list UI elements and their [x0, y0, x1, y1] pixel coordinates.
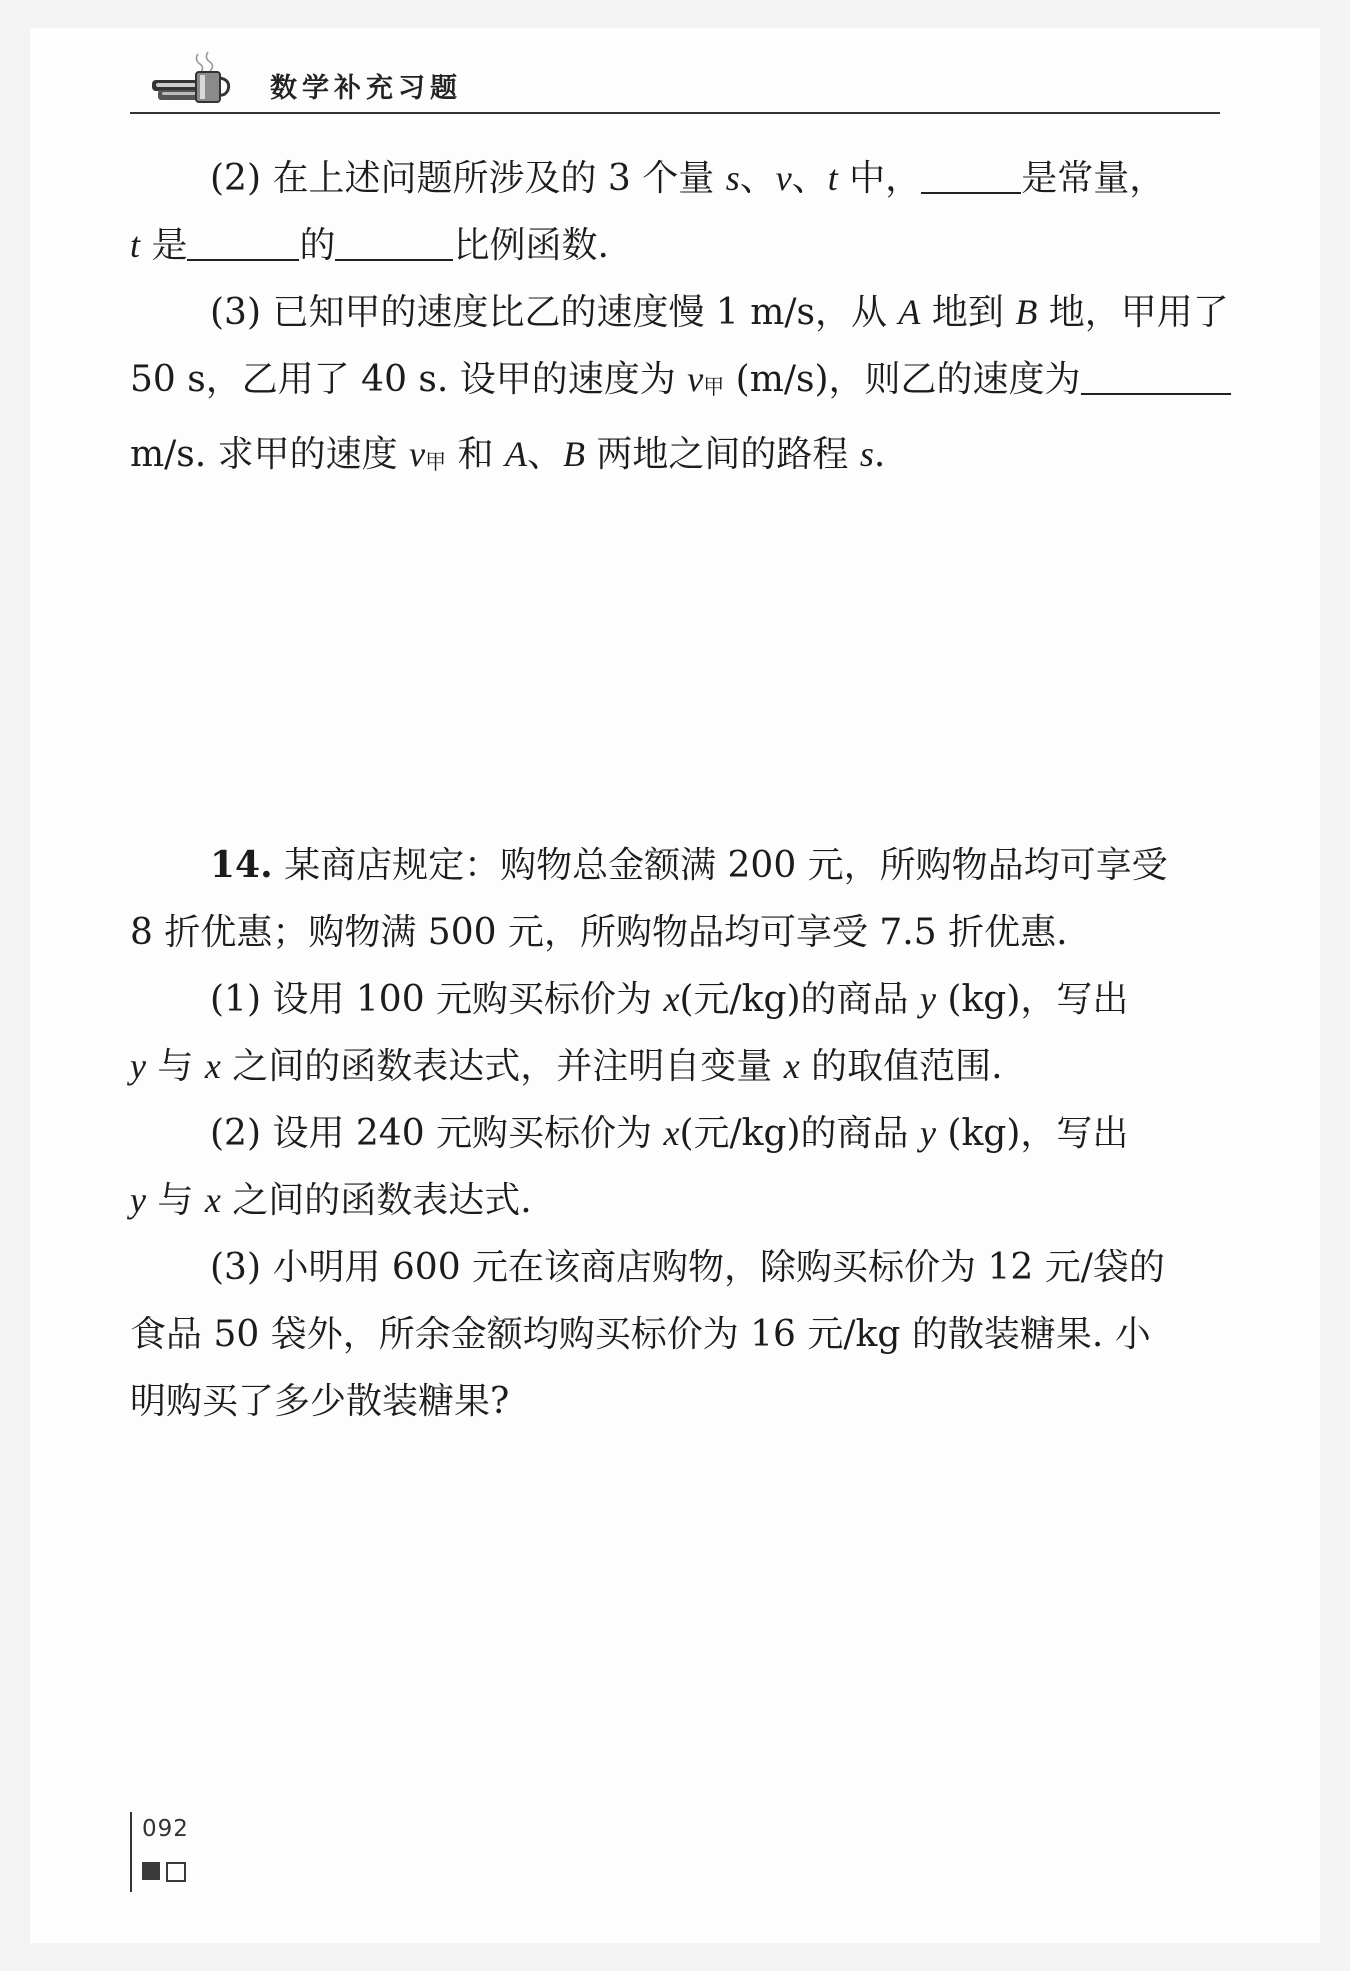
book-title: 数学补充习题: [270, 73, 462, 104]
q13-part3-line3: m/s. 求甲的速度 v甲 和 A、B 两地之间的路程 s.: [130, 434, 886, 475]
q14-part2-line2: y 与 x 之间的函数表达式.: [130, 1180, 532, 1221]
q14-part3-line3: 明购买了多少散装糖果?: [130, 1381, 510, 1422]
q14-stem-line2: 8 折优惠；购物满 500 元，所购物品均可享受 7.5 折优惠.: [130, 912, 1068, 953]
question-13-continued: [130, 145, 1229, 496]
q13-part3-line1: (3) 已知甲的速度比乙的速度慢 1 m/s，从 A 地到 B 地，甲用了: [210, 292, 1229, 333]
question-number: 14.: [210, 844, 273, 886]
answer-blank-speed[interactable]: [1081, 361, 1231, 395]
page-footer: [130, 1812, 250, 1892]
question-14: [130, 832, 1220, 1435]
var-s: s: [725, 158, 740, 198]
var-t: t: [827, 158, 838, 198]
var-v: v: [775, 158, 792, 198]
answer-blank-variable[interactable]: [187, 227, 299, 261]
q13-part2-line2: t 是 的 比例函数.: [130, 225, 609, 266]
q14-stem-line1: 14. 某商店规定：购物总金额满 200 元，所购物品均可享受: [210, 844, 1168, 886]
empty-square-icon: [166, 1862, 186, 1882]
filled-square-icon: [142, 1862, 160, 1880]
q14-part3-line1: (3) 小明用 600 元在该商店购物，除购买标价为 12 元/袋的: [210, 1247, 1165, 1288]
page-header: [130, 50, 1220, 114]
footer-divider: [130, 1812, 132, 1892]
page-number: 092: [142, 1816, 189, 1842]
q13-part3-line2: 50 s，乙用了 40 s. 设甲的速度为 v甲 (m/s)，则乙的速度为: [130, 346, 1220, 421]
answer-blank-proportion-type[interactable]: [335, 227, 453, 261]
q14-part2-line1: (2) 设用 240 元购买标价为 x(元/kg)的商品 y (kg)，写出: [210, 1113, 1129, 1154]
q13-part2-line1: (2) 在上述问题所涉及的 3 个量 s、v、t 中， 是常量，: [210, 158, 1166, 199]
q14-part1-line1: (1) 设用 100 元购买标价为 x(元/kg)的商品 y (kg)，写出: [210, 979, 1129, 1020]
q14-part1-line2: y 与 x 之间的函数表达式，并注明自变量 x 的取值范围.: [130, 1046, 1003, 1087]
answer-blank-constant[interactable]: [921, 160, 1021, 194]
q14-part3-line2: 食品 50 袋外，所余金额均购买标价为 16 元/kg 的散装糖果. 小: [130, 1314, 1151, 1355]
books-and-mug-icon: [150, 50, 236, 106]
